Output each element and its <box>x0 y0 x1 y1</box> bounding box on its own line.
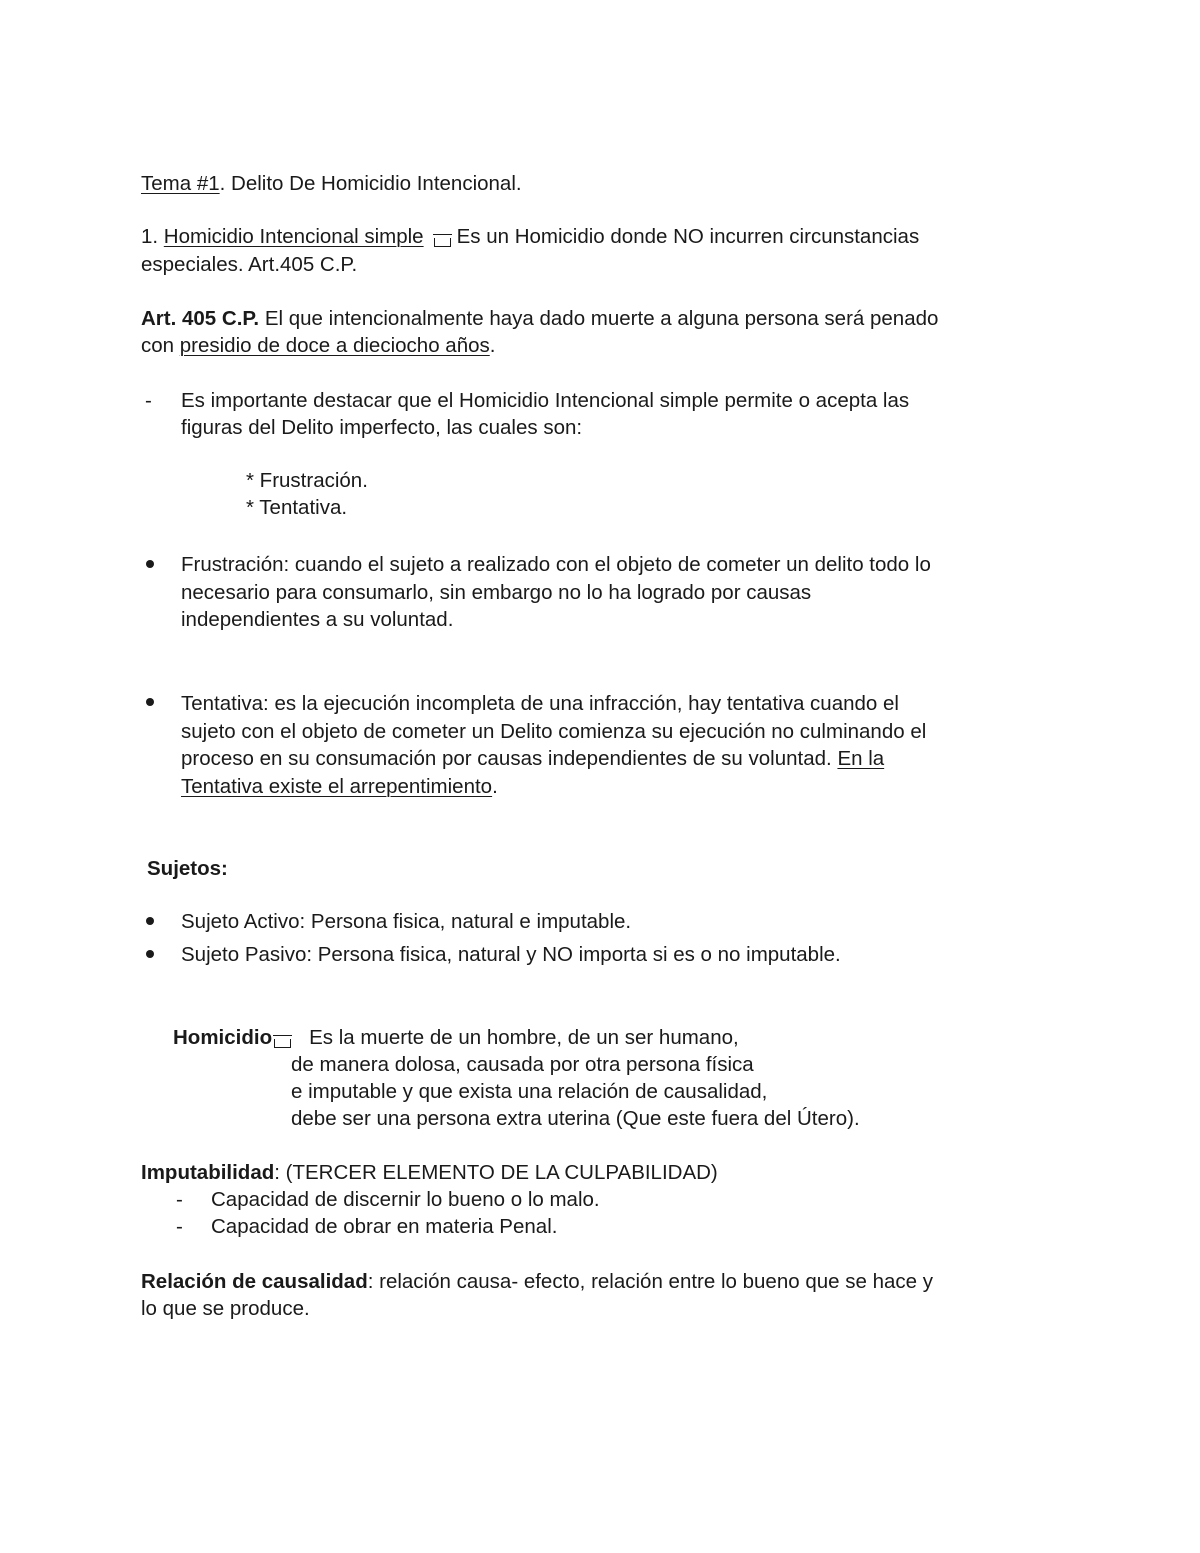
art-405-line2 <box>141 332 495 359</box>
delito-imperfecto-line1: Es importante destacar que el Homicidio Intencional simple permite o acepta las <box>181 389 910 412</box>
art-405-con: con <box>141 334 180 357</box>
relacion-line2: lo que se produce. <box>141 1297 310 1320</box>
imputabilidad-label: Imputabilidad <box>141 1161 275 1184</box>
tema-title: . Delito De Homicidio Intencional. <box>219 172 522 195</box>
frustracion-line1: Frustración: cuando el sujeto a realizado con el objeto de cometer un delito todo lo <box>181 553 931 576</box>
homicidio-def-line3: e imputable y que exista una relación de causalidad, <box>291 1080 768 1103</box>
homicidio-def-line2: de manera dolosa, causada por otra persona física <box>291 1053 754 1076</box>
homicidio-simple-line2: especiales. Art.405 C.P. <box>141 253 358 276</box>
homicidio-simple-line1 <box>141 223 1057 250</box>
bullet-icon <box>146 917 154 925</box>
sujetos-heading <box>147 855 228 882</box>
imputabilidad-item1: Capacidad de discernir lo bueno o lo malo. <box>211 1188 600 1211</box>
tentativa-line2: sujeto con el objeto de cometer un Delito comienza su ejecución no culminando el <box>181 720 927 743</box>
dash-marker: - <box>145 389 152 412</box>
document-title <box>141 170 522 197</box>
item-number: 1. <box>141 225 164 248</box>
bullet-icon <box>146 950 154 958</box>
art-405-dot: . <box>489 334 496 357</box>
tentativa-line1: Tentativa: es la ejecución incompleta de una infracción, hay tentativa cuando el <box>181 692 899 715</box>
dash-marker: - <box>176 1188 183 1211</box>
homicidio-def-line1: Es la muerte de un hombre, de un ser humano, <box>309 1026 739 1049</box>
tentativa-line3-underline: En la <box>837 747 885 770</box>
frustracion-line2: necesario para consumarlo, sin embargo no lo ha logrado por causas <box>181 581 812 604</box>
relacion-label: Relación de causalidad <box>141 1270 368 1293</box>
homicidio-def-line4: debe ser una persona extra uterina (Que este fuera del Útero). <box>291 1107 860 1130</box>
art-405-penalty: presidio de doce a dieciocho años <box>179 334 490 357</box>
sujetos-heading-text: Sujetos: <box>147 857 228 880</box>
dash-marker: - <box>176 1215 183 1238</box>
arrow-icon <box>274 1039 291 1048</box>
bullet-icon <box>146 698 154 706</box>
imputabilidad-text: : (TERCER ELEMENTO DE LA CULPABILIDAD) <box>274 1161 718 1184</box>
sujeto-activo: Sujeto Activo: Persona fisica, natural e imputable. <box>181 910 632 933</box>
bullet-icon <box>146 560 154 568</box>
tema-label: Tema #1 <box>141 172 220 195</box>
relacion-text: : relación causa- efecto, relación entre lo bueno que se hace y <box>367 1270 933 1293</box>
tentativa-line3 <box>181 745 1059 772</box>
art-405-text: El que intencionalmente haya dado muerte a alguna persona será penado <box>259 307 939 330</box>
relacion-line1 <box>141 1268 1061 1295</box>
tentativa-arrepentimiento: Tentativa existe el arrepentimiento <box>181 775 493 798</box>
frustracion-line3: independientes a su voluntad. <box>181 608 454 631</box>
homicidio-simple-definition: Es un Homicidio donde NO incurren circunstancias <box>456 225 920 248</box>
homicidio-simple-term: Homicidio Intencional simple <box>163 225 424 248</box>
sujeto-pasivo: Sujeto Pasivo: Persona fisica, natural y NO importa si es o no imputable. <box>181 943 841 966</box>
imputabilidad-item2: Capacidad de obrar en materia Penal. <box>211 1215 558 1238</box>
tentativa-dot: . <box>492 775 498 798</box>
homicidio-label-line <box>173 1024 739 1051</box>
tentativa-line4 <box>181 773 498 800</box>
figura-frustracion: * Frustración. <box>246 469 368 492</box>
arrow-icon <box>434 238 451 247</box>
imputabilidad-line <box>141 1159 718 1186</box>
figura-tentativa: * Tentativa. <box>246 496 348 519</box>
tentativa-line3-text: proceso en su consumación por causas independientes de su voluntad. <box>181 747 838 770</box>
art-405-label: Art. 405 C.P. <box>141 307 260 330</box>
delito-imperfecto-line2: figuras del Delito imperfecto, las cuales son: <box>181 416 583 439</box>
homicidio-label: Homicidio <box>173 1026 273 1049</box>
art-405-line1 <box>141 305 1061 332</box>
